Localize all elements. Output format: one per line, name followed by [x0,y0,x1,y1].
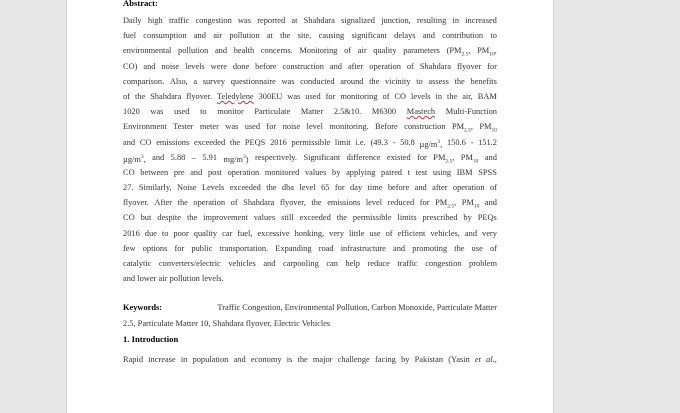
abstract-heading: Abstract: [123,0,158,8]
abstract-line: few options for public transportation. Expanding road infrastructure and promoting the use of [123,243,497,253]
keywords-label: Keywords: [123,303,163,313]
abstract-line: comparison. Also, a survey questionnaire was conducted around the vicinity to assess the benefits [123,76,497,86]
abstract-line: CO between pre and post operation monitored values by applying paired t test using IBM SPSS [123,167,497,177]
introduction-line: Rapid increase in population and economy is the major challenge facing by Pakistan (Yasin et al., [123,354,497,364]
abstract-line: Environment Tester meter was used for noise level monitoring. Before construction $PM_{2.5}$, $PM_{10}$ [123,122,497,134]
abstract-line: flyover. After the operation of Shahdara flyover, the emissions level reduced for $PM_{2.5}$, $PM_{10}$ and [123,198,497,210]
keywords-paragraph [123,300,497,330]
keywords-text: 2.5, Particulate Matter 10, Shahdara flyover, Electric Vehicles [123,318,331,328]
keywords-text: Traffic Congestion, Environmental Pollution, Carbon Monoxide, Particulate Matter [217,303,497,313]
abstract-paragraph [123,13,497,286]
abstract-line: CO but despite the improvement values still exceeded the permissible limits prescribed by PEQs [123,213,497,223]
keywords-line [123,300,497,315]
abstract-line: $\mu g/m^3$, and 5.88 – 5.91 $mg/m^3$) respectively. Significant difference existed for $PM_{2.5}$, $PM_{10}$ and [123,152,497,165]
abstract-line: and CO emissions exceeded the PEQS 2016 permissible limit i.e. (49.3 - 50.8 $\mu g/m^3$, 150.6 - 151.2 [123,137,497,149]
abstract-line: of the Shahdara flyover. Teledylene 300EU was used for monitoring of CO levels in the air, BAM [123,91,497,101]
abstract-line: 1020 was used to monitor Particulate Matter 2.5&10. M6300 Mastech Multi-Function [123,107,497,117]
abstract-line: fuel consumption and air pollution at the site, causing significant delays and contribution to [123,31,497,41]
document-page [66,0,554,413]
abstract-line: CO) and noise levels were done before construction and after operation of Shahdara flyover for [123,61,497,71]
abstract-line: Daily high traffic congestion was reported at Shahdara signalized junction, resulting in increased [123,16,497,25]
abstract-line: environmental pollution and health concerns. Monitoring of air quality parameters ($PM_{2.5}$, $PM_{10}$, [123,46,497,59]
abstract-line: 2016 due to poor quality car fuel, excessive honking, very little use of efficient vehicles, and very [123,228,497,238]
abstract-line: catalytic converters/electric vehicles and carpooling can help reduce traffic congestion problem [123,259,497,268]
introduction-heading: 1. Introduction [123,333,179,344]
document-body [123,0,497,367]
keywords-line [123,316,497,331]
abstract-line: 27. Similarly, Noise Levels exceeded the dba level 65 for day time before and after operation of [123,183,497,193]
abstract-line: and lower air pollution levels. [123,274,224,284]
